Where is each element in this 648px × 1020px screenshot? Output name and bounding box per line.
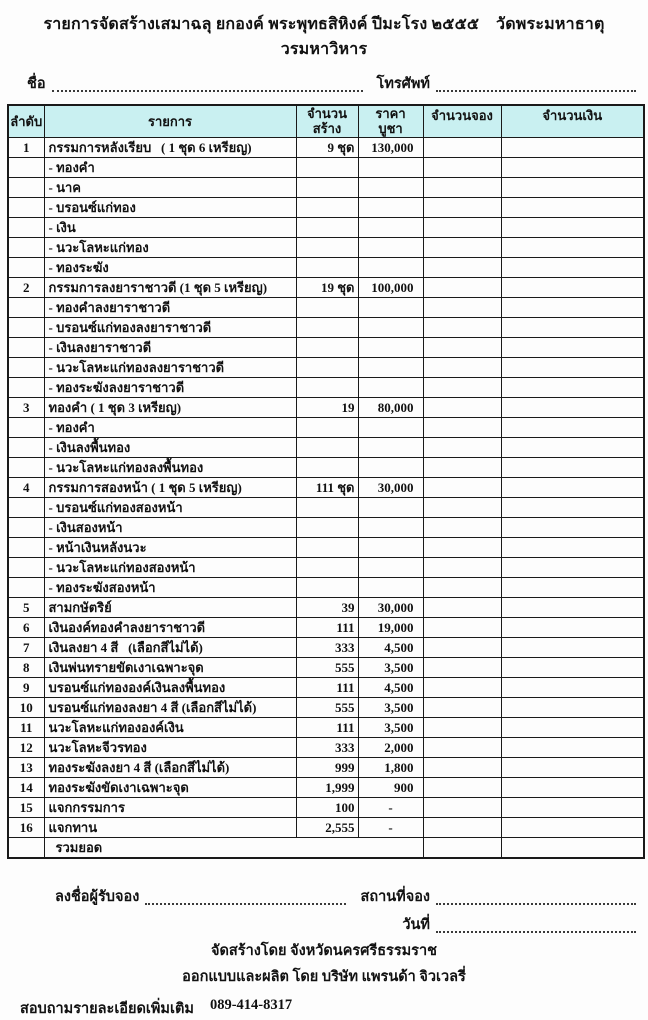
row-price (358, 237, 423, 257)
row-reserve (423, 597, 501, 617)
row-qty: 333 (296, 637, 358, 657)
row-reserve (423, 277, 501, 297)
row-price: 19,000 (358, 617, 423, 637)
row-price (358, 337, 423, 357)
row-item: - ทองคำ (44, 417, 296, 437)
row-reserve (423, 357, 501, 377)
row-qty: 999 (296, 757, 358, 777)
row-qty (296, 517, 358, 537)
row-no (8, 217, 44, 237)
row-reserve (423, 557, 501, 577)
row-item: กรรมการหลังเรียบ ( 1 ชุด 6 เหรียญ) (44, 137, 296, 157)
order-table-body (8, 137, 644, 837)
phone-label: โทรศัพท์ (376, 76, 430, 92)
row-qty: 9 ชุด (296, 137, 358, 157)
row-no (8, 557, 44, 577)
table-row (8, 497, 644, 517)
row-reserve (423, 197, 501, 217)
row-qty: 111 (296, 717, 358, 737)
row-item: กรรมการลงยาราชาวดี (1 ชุด 5 เหรียญ) (44, 277, 296, 297)
row-no (8, 457, 44, 477)
row-amount (501, 477, 644, 497)
row-reserve (423, 737, 501, 757)
row-no: 16 (8, 817, 44, 837)
row-reserve (423, 377, 501, 397)
row-qty (296, 377, 358, 397)
total-row-amount-cell (501, 837, 644, 858)
date-label: วันที่ (402, 916, 430, 933)
row-no: 14 (8, 777, 44, 797)
row-qty: 19 (296, 397, 358, 417)
row-reserve (423, 257, 501, 277)
row-item: - เงินสองหน้า (44, 517, 296, 537)
table-row (8, 557, 644, 577)
row-amount (501, 277, 644, 297)
footer-produced-by: จัดสร้างโดย จังหวัดนครศรีธรรมราช (211, 942, 437, 959)
row-item: นวะโลหะจีวรทอง (44, 737, 296, 757)
row-item: - บรอนซ์แก่ทอง (44, 197, 296, 217)
row-qty (296, 457, 358, 477)
page-title: รายการจัดสร้างเสมาฉลุ ยกองค์ พระพุทธสิหิงค์ ปีมะโรง ๒๕๕๕ วัดพระมหาธาตุวรมหาวิหาร (43, 16, 605, 58)
row-item: แจกทาน (44, 817, 296, 837)
row-item: - เงินลงยาราชาวดี (44, 337, 296, 357)
row-price (358, 317, 423, 337)
row-amount (501, 557, 644, 577)
row-amount (501, 437, 644, 457)
row-reserve (423, 657, 501, 677)
table-row (8, 817, 644, 837)
row-item: แจกกรรมการ (44, 797, 296, 817)
table-row (8, 217, 644, 237)
phone-blank-line (436, 88, 636, 92)
row-no: 12 (8, 737, 44, 757)
col-header-qty-line2: สร้าง (312, 121, 342, 137)
table-row (8, 577, 644, 597)
row-qty (296, 217, 358, 237)
row-price: 2,000 (358, 737, 423, 757)
table-row (8, 797, 644, 817)
row-reserve (423, 437, 501, 457)
row-amount (501, 517, 644, 537)
row-no (8, 497, 44, 517)
row-price (358, 557, 423, 577)
row-price: 1,800 (358, 757, 423, 777)
col-header-price (358, 105, 423, 137)
row-no (8, 417, 44, 437)
row-amount (501, 577, 644, 597)
table-row (8, 457, 644, 477)
row-no (8, 317, 44, 337)
row-no (8, 337, 44, 357)
col-header-reserve: จำนวนจอง (423, 105, 501, 137)
row-price (358, 357, 423, 377)
table-row (8, 597, 644, 617)
row-reserve (423, 617, 501, 637)
row-item: - บรอนซ์แก่ทองสองหน้า (44, 497, 296, 517)
row-item: ทองคำ ( 1 ชุด 3 เหรียญ) (44, 397, 296, 417)
row-price: 4,500 (358, 677, 423, 697)
row-reserve (423, 177, 501, 197)
row-qty (296, 357, 358, 377)
row-amount (501, 797, 644, 817)
table-row (8, 177, 644, 197)
row-qty: 100 (296, 797, 358, 817)
col-header-qty (296, 105, 358, 137)
row-qty: 1,999 (296, 777, 358, 797)
signer-label: ลงชื่อผู้รับจอง (55, 888, 140, 905)
row-reserve (423, 417, 501, 437)
table-row (8, 337, 644, 357)
row-item: ทองระฆังขัดเงาเฉพาะจุด (44, 777, 296, 797)
table-row (8, 397, 644, 417)
row-item: นวะโลหะแก่ทององค์เงิน (44, 717, 296, 737)
row-price (358, 497, 423, 517)
row-amount (501, 317, 644, 337)
table-row (8, 737, 644, 757)
name-phone-line (27, 72, 640, 95)
col-header-qty-line1: จำนวน (307, 106, 347, 122)
row-reserve (423, 677, 501, 697)
row-reserve (423, 477, 501, 497)
row-price (358, 417, 423, 437)
col-header-no: ลำดับ (8, 105, 44, 137)
total-row (8, 837, 644, 858)
row-amount (501, 357, 644, 377)
table-row (8, 657, 644, 677)
row-qty: 555 (296, 697, 358, 717)
place-label: สถานที่จอง (360, 888, 430, 905)
name-blank-line (52, 88, 363, 92)
row-amount (501, 757, 644, 777)
row-price: 80,000 (358, 397, 423, 417)
row-item: สามกษัตริย์ (44, 597, 296, 617)
row-item: กรรมการสองหน้า ( 1 ชุด 5 เหรียญ) (44, 477, 296, 497)
table-row (8, 377, 644, 397)
row-amount (501, 377, 644, 397)
contact-phone: 089-414-8317 (209, 996, 293, 1013)
row-amount (501, 157, 644, 177)
row-no (8, 197, 44, 217)
row-qty (296, 297, 358, 317)
row-qty: 19 ชุด (296, 277, 358, 297)
table-row (8, 357, 644, 377)
row-qty (296, 337, 358, 357)
table-row (8, 477, 644, 497)
total-row-reserve-cell (423, 837, 501, 858)
row-reserve (423, 317, 501, 337)
row-no (8, 237, 44, 257)
row-qty: 39 (296, 597, 358, 617)
row-item: - นวะโลหะแก่ทองลงพื้นทอง (44, 457, 296, 477)
row-amount (501, 197, 644, 217)
row-price (358, 297, 423, 317)
total-row-no-cell (8, 837, 44, 858)
row-amount (501, 217, 644, 237)
row-qty: 333 (296, 737, 358, 757)
footer-contact-line (20, 997, 648, 1020)
row-qty (296, 257, 358, 277)
row-amount (501, 177, 644, 197)
row-price (358, 437, 423, 457)
row-reserve (423, 337, 501, 357)
row-no: 13 (8, 757, 44, 777)
row-no: 7 (8, 637, 44, 657)
row-item: - หน้าเงินหลังนวะ (44, 537, 296, 557)
row-price (358, 197, 423, 217)
name-label: ชื่อ (27, 76, 46, 92)
table-row (8, 437, 644, 457)
table-row (8, 157, 644, 177)
row-reserve (423, 517, 501, 537)
row-item: - บรอนซ์แก่ทองลงยาราชาวดี (44, 317, 296, 337)
row-no: 11 (8, 717, 44, 737)
row-item: เงินองค์ทองคำลงยาราชาวดี (44, 617, 296, 637)
row-reserve (423, 457, 501, 477)
signature-section (55, 885, 640, 936)
row-reserve (423, 797, 501, 817)
row-reserve (423, 777, 501, 797)
row-item: เงินพ่นทรายขัดเงาเฉพาะจุด (44, 657, 296, 677)
row-amount (501, 137, 644, 157)
row-amount (501, 697, 644, 717)
row-qty (296, 157, 358, 177)
col-header-amount: จำนวนเงิน (501, 105, 644, 137)
row-price: 3,500 (358, 697, 423, 717)
row-price (358, 157, 423, 177)
row-amount (501, 777, 644, 797)
row-amount (501, 537, 644, 557)
contact-label: สอบถามรายละเอียดเพิ่มเติม (20, 1000, 194, 1017)
row-qty (296, 177, 358, 197)
row-amount (501, 597, 644, 617)
row-item: - ทองระฆังสองหน้า (44, 577, 296, 597)
row-price: 130,000 (358, 137, 423, 157)
row-price: 3,500 (358, 717, 423, 737)
row-price: - (358, 817, 423, 837)
row-reserve (423, 637, 501, 657)
row-no: 15 (8, 797, 44, 817)
row-qty: 111 ชุด (296, 477, 358, 497)
table-row (8, 137, 644, 157)
date-blank-line (436, 929, 636, 933)
row-qty: 111 (296, 677, 358, 697)
row-qty (296, 437, 358, 457)
row-no: 10 (8, 697, 44, 717)
row-qty (296, 237, 358, 257)
signer-blank-line (145, 901, 346, 905)
row-price: 30,000 (358, 477, 423, 497)
row-reserve (423, 757, 501, 777)
row-reserve (423, 297, 501, 317)
row-price (358, 457, 423, 477)
total-row-label: รวมยอด (44, 837, 423, 858)
row-price: 100,000 (358, 277, 423, 297)
row-item: - นวะโลหะแก่ทองลงยาราชาวดี (44, 357, 296, 377)
footer-designed-by: ออกแบบและผลิต โดย บริษัท แพรนด้า จิวเวลรี่ (182, 968, 466, 985)
row-qty (296, 417, 358, 437)
row-reserve (423, 137, 501, 157)
row-no (8, 357, 44, 377)
row-amount (501, 457, 644, 477)
row-amount (501, 257, 644, 277)
row-price (358, 537, 423, 557)
row-no: 4 (8, 477, 44, 497)
row-no (8, 297, 44, 317)
row-price (358, 577, 423, 597)
row-item: - ทองคำลงยาราชาวดี (44, 297, 296, 317)
row-price: - (358, 797, 423, 817)
row-qty (296, 317, 358, 337)
row-amount (501, 337, 644, 357)
row-reserve (423, 397, 501, 417)
row-no: 5 (8, 597, 44, 617)
row-item: - นาค (44, 177, 296, 197)
row-qty (296, 497, 358, 517)
table-row (8, 537, 644, 557)
date-line (55, 913, 640, 936)
row-no (8, 257, 44, 277)
row-amount (501, 297, 644, 317)
row-item: - เงิน (44, 217, 296, 237)
row-no: 2 (8, 277, 44, 297)
row-no: 1 (8, 137, 44, 157)
row-reserve (423, 697, 501, 717)
row-qty: 2,555 (296, 817, 358, 837)
row-amount (501, 717, 644, 737)
table-row (8, 237, 644, 257)
row-price: 30,000 (358, 597, 423, 617)
table-row (8, 777, 644, 797)
row-reserve (423, 537, 501, 557)
row-amount (501, 817, 644, 837)
row-reserve (423, 237, 501, 257)
order-form-page (0, 12, 648, 1017)
row-amount (501, 497, 644, 517)
row-no (8, 437, 44, 457)
row-amount (501, 657, 644, 677)
row-qty (296, 557, 358, 577)
row-price (358, 517, 423, 537)
row-item: - นวะโลหะแก่ทองสองหน้า (44, 557, 296, 577)
row-amount (501, 417, 644, 437)
col-header-price-line1: ราคา (375, 106, 406, 122)
signature-line (55, 885, 640, 908)
row-item: บรอนซ์แก่ทองลงยา 4 สี (เลือกสีไม่ได้) (44, 697, 296, 717)
row-item: - นวะโลหะแก่ทอง (44, 237, 296, 257)
row-no (8, 517, 44, 537)
row-price (358, 377, 423, 397)
row-qty: 111 (296, 617, 358, 637)
table-row (8, 417, 644, 437)
row-no: 3 (8, 397, 44, 417)
table-row (8, 317, 644, 337)
row-qty (296, 197, 358, 217)
row-reserve (423, 497, 501, 517)
row-amount (501, 637, 644, 657)
col-header-item: รายการ (44, 105, 296, 137)
table-row (8, 637, 644, 657)
row-reserve (423, 717, 501, 737)
row-reserve (423, 217, 501, 237)
row-item: เงินลงยา 4 สี (เลือกสีไม่ได้) (44, 637, 296, 657)
row-reserve (423, 157, 501, 177)
table-row (8, 257, 644, 277)
table-row (8, 717, 644, 737)
row-qty (296, 577, 358, 597)
row-no (8, 377, 44, 397)
table-row (8, 297, 644, 317)
row-no: 8 (8, 657, 44, 677)
row-price (358, 177, 423, 197)
row-reserve (423, 817, 501, 837)
table-row (8, 197, 644, 217)
row-item: - ทองระฆัง (44, 257, 296, 277)
table-row (8, 677, 644, 697)
row-price (358, 217, 423, 237)
table-row (8, 697, 644, 717)
row-no (8, 537, 44, 557)
row-no (8, 177, 44, 197)
row-item: - เงินลงพื้นทอง (44, 437, 296, 457)
table-row (8, 517, 644, 537)
row-amount (501, 397, 644, 417)
row-amount (501, 677, 644, 697)
row-no: 6 (8, 617, 44, 637)
row-item: บรอนซ์แก่ทององค์เงินลงพื้นทอง (44, 677, 296, 697)
row-no (8, 157, 44, 177)
row-price: 900 (358, 777, 423, 797)
row-no: 9 (8, 677, 44, 697)
col-header-price-line2: บูชา (378, 121, 403, 137)
row-item: - ทองระฆังลงยาราชาวดี (44, 377, 296, 397)
table-row (8, 277, 644, 297)
row-item: ทองระฆังลงยา 4 สี (เลือกสีไม่ได้) (44, 757, 296, 777)
row-qty (296, 537, 358, 557)
row-amount (501, 617, 644, 637)
place-blank-line (436, 901, 636, 905)
row-price: 3,500 (358, 657, 423, 677)
row-amount (501, 737, 644, 757)
row-item: - ทองคำ (44, 157, 296, 177)
row-qty: 555 (296, 657, 358, 677)
row-amount (501, 237, 644, 257)
order-table (7, 104, 645, 859)
table-row (8, 757, 644, 777)
table-row (8, 617, 644, 637)
row-reserve (423, 577, 501, 597)
table-header-row (8, 105, 644, 137)
row-no (8, 577, 44, 597)
row-price (358, 257, 423, 277)
row-price: 4,500 (358, 637, 423, 657)
